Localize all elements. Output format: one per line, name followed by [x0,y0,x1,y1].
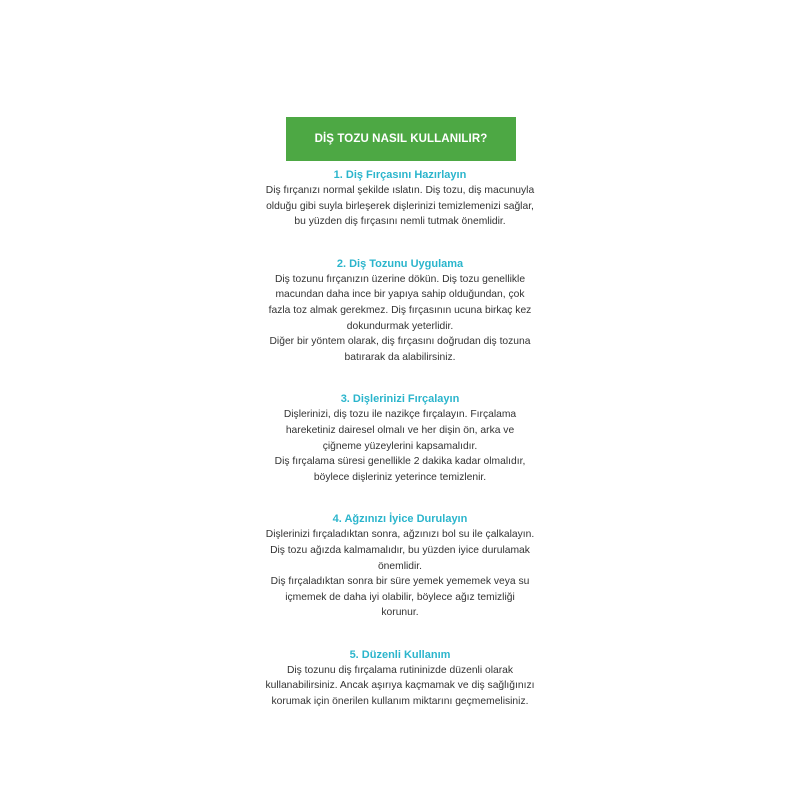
text-line: Dişlerinizi, diş tozu ile nazikçe fırçalayın. Fırçalama [283,409,517,421]
text-line: olduğu gibi suyla birleşerek dişlerinizi temizlemenizi sağlar, [266,200,534,212]
instruction-step [240,648,560,710]
step-title: 3. Dişlerinizi Fırçalayın [340,393,460,406]
text-line: Diş fırçanızı normal şekilde ıslatın. Diş tozu, diş macunuyla [265,185,535,196]
step-paragraph [240,454,560,485]
step-paragraph [240,574,560,621]
text-line: korunur. [381,607,419,619]
text-line: macundan daha ince bir yapıya sahip olduğundan, çok [275,289,525,301]
step-paragraph [240,663,560,710]
instructions-content [240,168,560,737]
step-paragraph [240,183,560,230]
banner-title: DİŞ TOZU NASIL KULLANILIR? [314,133,488,145]
text-line: Diş fırçaladıktan sonra bir süre yemek yememek veya su [270,576,530,588]
step-title: 1. Diş Fırçasını Hazırlayın [333,169,467,181]
instruction-step [240,257,560,366]
text-line: dokundurmak yeterlidir. [346,320,454,332]
step-title: 2. Diş Tozunu Uygulama [336,257,464,270]
text-line: Dişlerinizi fırçaladıktan sonra, ağzınızı bol su ile çalkalayın. [265,529,535,541]
text-line: Diş tozunu diş fırçalama rutininizde düzenli olarak [286,664,514,676]
text-line: Diğer bir yöntem olarak, diş fırçasını doğrudan diş tozuna [269,336,531,348]
text-line: korumak için önerilen kullanım miktarını geçmemelisiniz. [271,696,529,708]
text-line: önemlidir. [377,560,423,572]
step-paragraph [240,407,560,454]
step-title: 5. Düzenli Kullanım [349,648,451,661]
text-line: böylece dişleriniz yeterince temizlenir. [313,471,487,483]
text-line: kullanabilirsiniz. Ancak aşırıya kaçmamak ve diş sağlığınızı [265,680,535,692]
text-line: içmemek de daha iyi olabilir, böylece ağız temizliği [285,591,515,603]
step-title: 4. Ağzınızı İyice Durulayın [332,513,468,526]
text-line: fazla toz almak gerekmez. Diş fırçasının ucuna birkaç kez [268,304,532,316]
step-paragraph [240,272,560,334]
step-paragraph [240,334,560,365]
instruction-step [240,168,560,230]
text-line: hareketiniz dairesel olmalı ve her dişin ön, arka ve [285,424,515,436]
instruction-step [240,392,560,485]
instruction-step [240,512,560,621]
text-line: çiğneme yüzeylerini kapsamalıdır. [322,440,478,452]
text-line: Diş tozunu fırçanızın üzerine dökün. Diş tozu genellikle [274,273,526,285]
text-line: Diş fırçalama süresi genellikle 2 dakika kadar olmalıdır, [274,456,526,468]
text-line: batırarak da alabilirsiniz. [344,351,456,363]
text-line: bu yüzden diş fırçasını nemli tutmak önemlidir. [294,216,506,228]
title-banner [286,117,516,161]
text-line: Diş tozu ağızda kalmamalıdır, bu yüzden iyice durulamak [270,544,530,556]
step-paragraph [240,527,560,574]
